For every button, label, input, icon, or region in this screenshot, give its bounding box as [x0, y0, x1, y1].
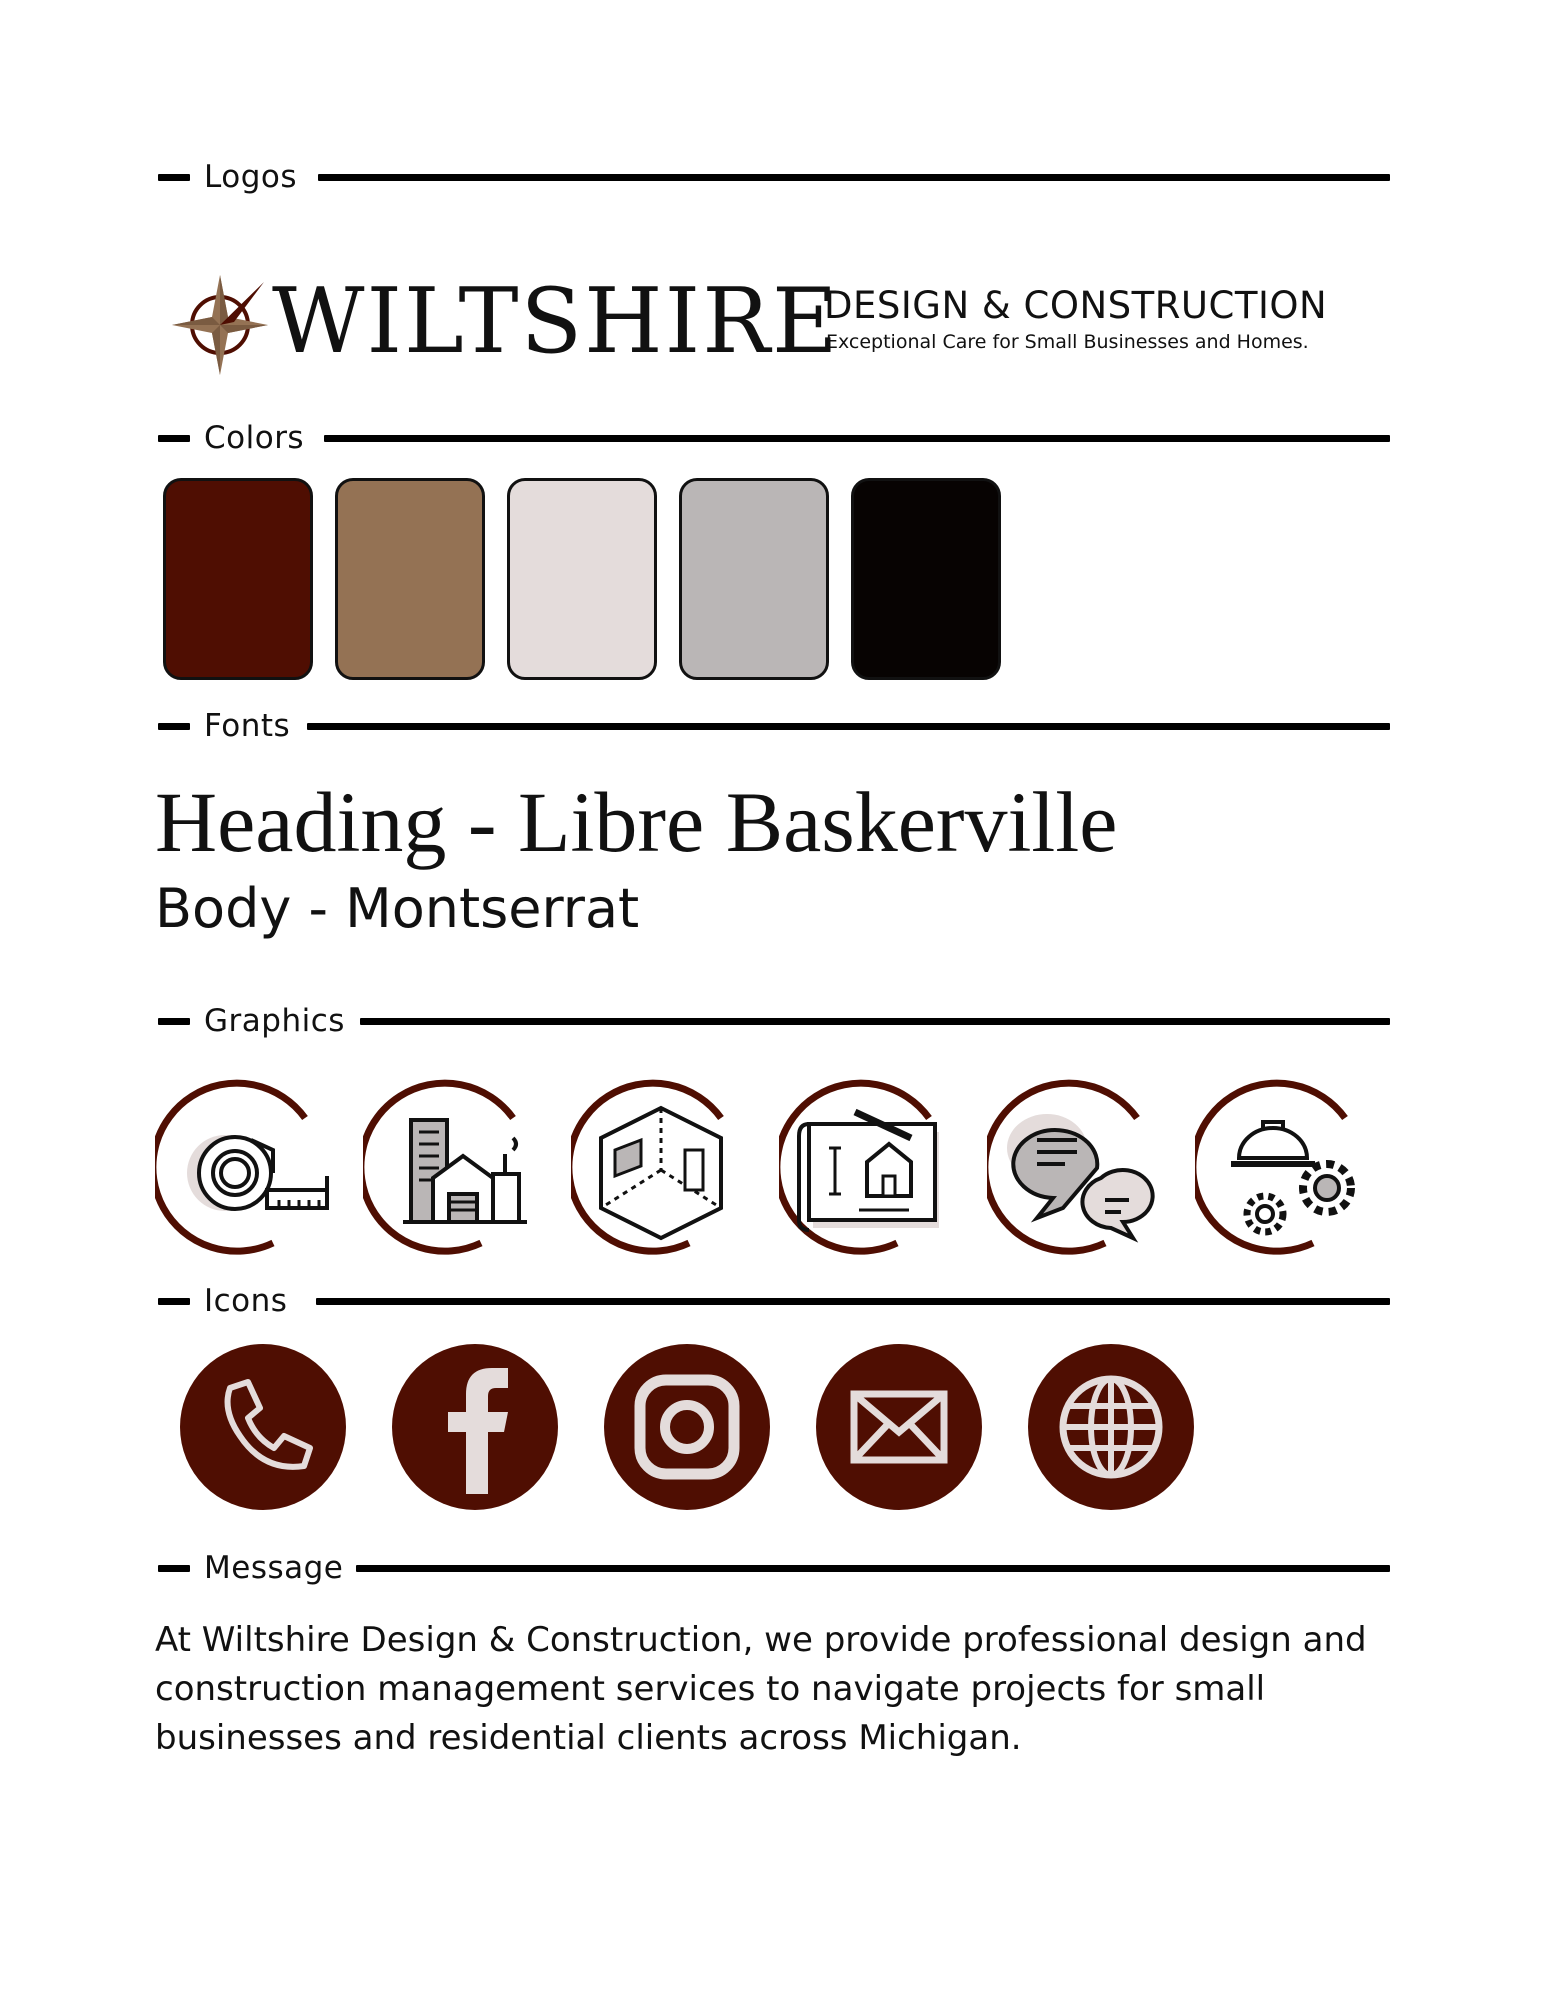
color-swatch	[507, 478, 657, 680]
header-dash	[158, 1018, 190, 1025]
section-header-colors	[158, 418, 1390, 458]
globe-icon	[1028, 1344, 1194, 1510]
section-label-fonts: Fonts	[204, 708, 291, 744]
header-dash	[158, 723, 190, 730]
header-rule	[307, 723, 1390, 730]
section-header-logos	[158, 157, 1390, 197]
section-label-message: Message	[204, 1550, 344, 1586]
room-3d-icon	[571, 1078, 751, 1258]
header-rule	[360, 1018, 1390, 1025]
blueprint-house-icon	[779, 1078, 959, 1258]
section-label-graphics: Graphics	[204, 1003, 345, 1039]
facebook-icon	[392, 1344, 558, 1510]
header-rule	[318, 174, 1390, 181]
hardhat-gears-icon	[1195, 1078, 1375, 1258]
logo-wordmark: WILTSHIRE	[272, 269, 840, 374]
logo-subtitle: DESIGN & CONSTRUCTION	[824, 284, 1328, 327]
section-header-message	[158, 1548, 1390, 1588]
font-heading-sample: Heading - Libre Baskerville	[155, 774, 1118, 870]
color-swatch	[163, 478, 313, 680]
tape-measure-icon	[155, 1078, 335, 1258]
brand-logo	[168, 262, 1368, 382]
section-header-icons	[158, 1281, 1390, 1321]
header-dash	[158, 1298, 190, 1305]
color-swatch	[335, 478, 485, 680]
section-label-icons: Icons	[204, 1283, 288, 1319]
font-body-sample: Body - Montserrat	[155, 877, 640, 940]
buildings-icon	[363, 1078, 543, 1258]
header-rule	[324, 435, 1390, 442]
header-dash	[158, 435, 190, 442]
instagram-icon	[604, 1344, 770, 1510]
phone-icon	[180, 1344, 346, 1510]
section-header-fonts	[158, 706, 1390, 746]
chat-bubbles-icon	[987, 1078, 1167, 1258]
compass-star-icon	[168, 270, 278, 380]
email-icon	[816, 1344, 982, 1510]
header-dash	[158, 174, 190, 181]
color-swatch	[679, 478, 829, 680]
header-rule	[316, 1298, 1390, 1305]
header-rule	[356, 1565, 1390, 1572]
logo-tagline: Exceptional Care for Small Businesses and Homes.	[826, 331, 1309, 353]
section-label-logos: Logos	[204, 159, 297, 195]
brand-message: At Wiltshire Design & Construction, we provide professional design and construction management services to navigate projects for small businesses and residential clients across Michigan.	[155, 1620, 1367, 1758]
header-dash	[158, 1565, 190, 1572]
color-swatch	[851, 478, 1001, 680]
section-header-graphics	[158, 1001, 1390, 1041]
section-label-colors: Colors	[204, 420, 305, 456]
